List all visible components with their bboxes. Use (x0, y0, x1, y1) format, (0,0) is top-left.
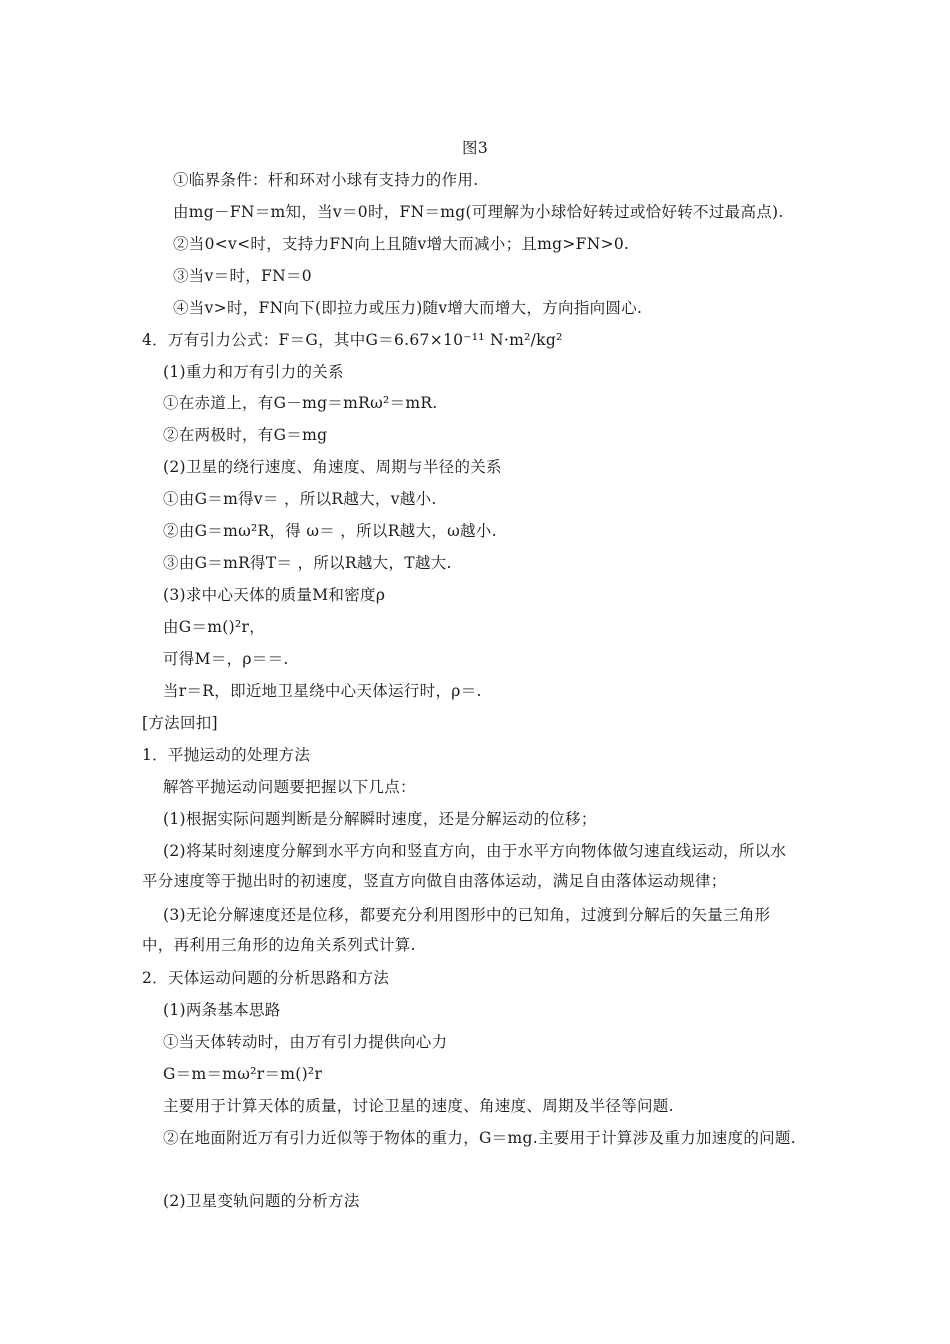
paragraph-line: (1)两条基本思路 (163, 1001, 281, 1019)
paragraph-line: (1)重力和万有引力的关系 (163, 363, 344, 381)
section-heading: [方法回扣] (142, 714, 218, 732)
paragraph-line: G＝m＝mω²r＝m()²r (163, 1065, 323, 1083)
paragraph-line: ②在地面附近万有引力近似等于物体的重力，G＝mg.主要用于计算涉及重力加速度的问题. (163, 1129, 796, 1147)
paragraph-line: ①当天体转动时，由万有引力提供向心力 (163, 1033, 448, 1051)
paragraph-line: (1)根据实际问题判断是分解瞬时速度，还是分解运动的位移； (163, 810, 597, 828)
paragraph-line: (3)求中心天体的质量M和密度ρ (163, 586, 386, 604)
paragraph-line: (2)卫星的绕行速度、角速度、周期与半径的关系 (163, 458, 502, 476)
paragraph-line: ①在赤道上，有G－mg＝mRω²＝mR. (163, 394, 438, 412)
paragraph-line: ①临界条件：杆和环对小球有支持力的作用. (173, 171, 479, 189)
paragraph-line: (3)无论分解速度还是位移，都要充分利用图形中的已知角，过渡到分解后的矢量三角形中，再利用三角形的边角关系列式计算. (142, 906, 771, 954)
paragraph-line: 由G＝m()²r， (163, 618, 265, 636)
section-heading: 1．平抛运动的处理方法 (142, 746, 311, 764)
paragraph-line: ②在两极时，有G＝mg (163, 426, 328, 444)
paragraph-line: ③当v＝时，FN＝0 (173, 267, 312, 285)
paragraph-line: 解答平抛运动问题要把握以下几点： (163, 778, 416, 796)
paragraph-line: 主要用于计算天体的质量，讨论卫星的速度、角速度、周期及半径等问题. (163, 1097, 674, 1115)
figure-caption: 图3 (462, 139, 488, 157)
paragraph-line: ④当v>时，FN向下(即拉力或压力)随v增大而增大，方向指向圆心. (173, 299, 643, 317)
paragraph-line: 当r＝R，即近地卫星绕中心天体运行时，ρ＝. (163, 682, 482, 700)
paragraph-line: ③由G＝mR得T＝ ，所以R越大，T越大. (163, 554, 452, 572)
paragraph-line: 由mg－FN＝m知，当v＝0时，FN＝mg(可理解为小球恰好转过或恰好转不过最高点). (173, 203, 784, 221)
paragraph-line: 可得M＝，ρ＝＝. (163, 650, 289, 668)
paragraph-line: (2)将某时刻速度分解到水平方向和竖直方向，由于水平方向物体做匀速直线运动，所以水平分速度等于抛出时的初速度，竖直方向做自由落体运动，满足自由落体运动规律； (142, 842, 787, 890)
paragraph-line: (2)卫星变轨问题的分析方法 (163, 1192, 360, 1210)
section-heading: 2．天体运动问题的分析思路和方法 (142, 969, 390, 987)
paragraph-line: ②当0<v<时，支持力FN向上且随v增大而减小；且mg>FN>0. (173, 235, 630, 253)
paragraph-line: 4．万有引力公式：F＝G，其中G＝6.67×10⁻¹¹ N·m²/kg² (142, 331, 563, 349)
paragraph-line: ①由G＝m得v＝ ，所以R越大，v越小. (163, 490, 437, 508)
paragraph-line: ②由G＝mω²R，得 ω＝ ，所以R越大，ω越小. (163, 522, 497, 540)
